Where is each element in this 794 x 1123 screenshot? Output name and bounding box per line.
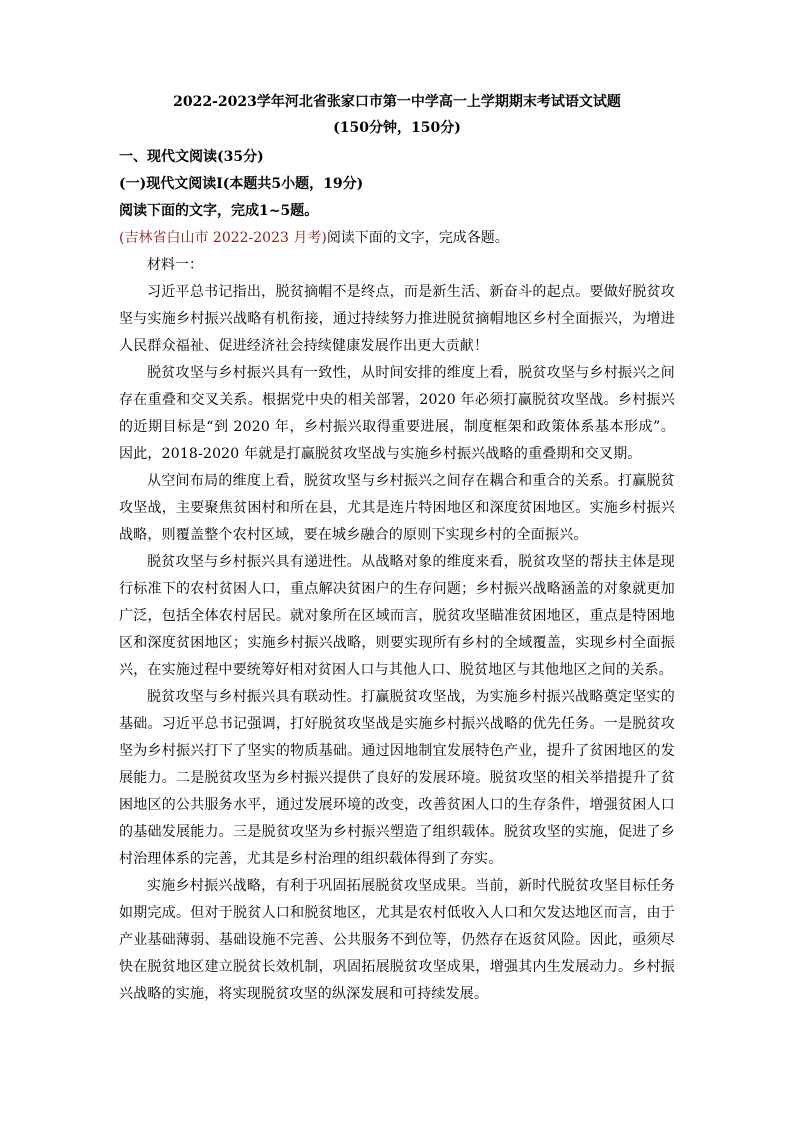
paragraph: 习近平总书记指出，脱贫摘帽不是终点，而是新生活、新奋斗的起点。要做好脱贫攻坚与实施乡村振兴战略有机衔接，通过持续努力推进脱贫摘帽地区乡村全面振兴，为增进人民群众福祉、促进经济社会持续健康发展作出更大贡献！ — [119, 284, 675, 354]
document-body — [119, 90, 675, 1008]
paragraph: 从空间布局的维度上看，脱贫攻坚与乡村振兴之间存在耦合和重合的关系。打赢脱贫攻坚战，主要聚焦贫困村和所在县，尤其是连片特困地区和深度贫困地区。实施乡村振兴战略，则覆盖整个农村区域，要在城乡融合的原则下实现乡村的全面振兴。 — [119, 473, 675, 543]
paragraph: 脱贫攻坚与乡村振兴具有联动性。打赢脱贫攻坚战，为实施乡村振兴战略奠定坚实的基础。习近平总书记强调，打好脱贫攻坚战是实施乡村振兴战略的优先任务。一是脱贫攻坚为乡村振兴打下了坚实的物质基础。通过因地制宜发展特色产业，提升了贫困地区的发展能力。二是脱贫攻坚为乡村振兴提供了良好的发展环境。脱贫攻坚的相关举措提升了贫困地区的公共服务水平，通过发展环境的改变，改善贫困人口的生存条件，增强贫困人口的基础发展能力。三是脱贫攻坚为乡村振兴塑造了组织载体。脱贫攻坚的实施，促进了乡村治理体系的完善，尤其是乡村治理的组织载体得到了夯实。 — [119, 689, 675, 867]
exam-title: 2022-2023学年河北省张家口市第一中学高一上学期期末考试语文试题 — [173, 94, 621, 110]
material-label: 材料一： — [147, 257, 203, 273]
paragraph: 脱贫攻坚与乡村振兴具有递进性。从战略对象的维度来看，脱贫攻坚的帮扶主体是现行标准下的农村贫困人口，重点解决贫困户的生存问题；乡村振兴战略涵盖的对象就更加广泛，包括全体农村居民。就对象所在区域而言，脱贫攻坚瞄准贫困地区，重点是特困地区和深度贫困地区；实施乡村振兴战略，则要实现所有乡村的全域覆盖，实现乡村全面振兴，在实施过程中要统筹好相对贫困人口与其他人口、脱贫地区与其他地区之间的关系。 — [119, 554, 675, 678]
exam-subtitle: (150分钟，150分) — [333, 120, 461, 136]
paragraph: 脱贫攻坚与乡村振兴具有一致性，从时间安排的维度上看，脱贫攻坚与乡村振兴之间存在重叠和交叉关系。根据党中央的相关部署，2020 年必须打赢脱贫攻坚战。乡村振兴的近期目标是“到 2020 年，乡村振兴取得重要进展，制度框架和政策体系基本形成”。因此，2018-2020 年就是打赢脱贫攻坚战与实施乡村振兴战略的重叠期和交叉期。 — [119, 365, 675, 462]
subsection-heading: (一)现代文阅读Ⅰ(本题共5小题，19分) — [119, 176, 364, 192]
source-note: (吉林省白山市 2022-2023 月考) — [119, 230, 327, 246]
source-line — [119, 225, 675, 252]
reading-instruction: 阅读下面的文字，完成1~5题。 — [119, 203, 319, 219]
section-heading: 一、现代文阅读(35分) — [119, 149, 264, 165]
paragraph: 实施乡村振兴战略，有利于巩固拓展脱贫攻坚成果。当前，新时代脱贫攻坚目标任务如期完成。但对于脱贫人口和脱贫地区，尤其是农村低收入人口和欠发达地区而言，由于产业基础薄弱、基础设施不完善、公共服务不到位等，仍然存在返贫风险。因此，亟须尽快在脱贫地区建立脱贫长效机制，巩固拓展脱贫攻坚成果，增强其内生发展动力。乡村振兴战略的实施，将实现脱贫攻坚的纵深发展和可持续发展。 — [119, 878, 675, 1002]
source-instruction: 阅读下面的文字，完成各题。 — [326, 230, 509, 246]
